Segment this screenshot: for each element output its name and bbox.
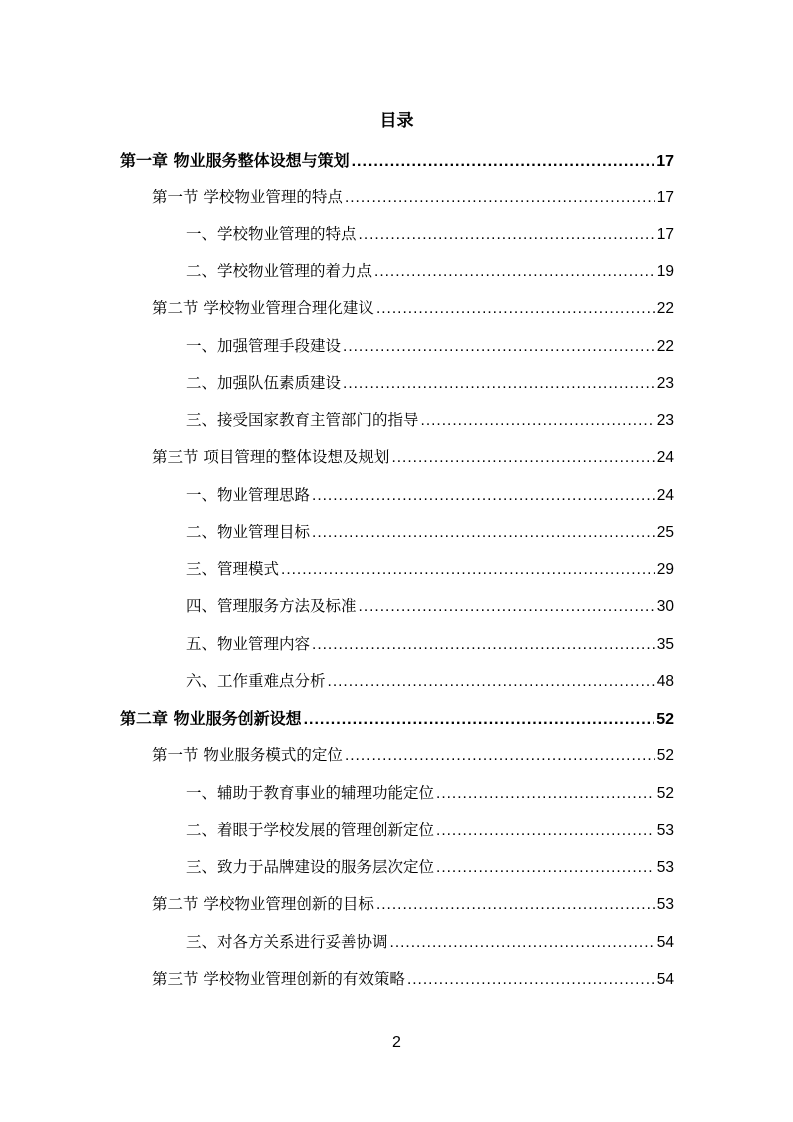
- toc-entry-item[interactable]: [186, 408, 674, 432]
- toc-entry-section[interactable]: [152, 296, 674, 320]
- toc-entry-section[interactable]: [152, 967, 674, 991]
- dot-leader: [359, 598, 655, 616]
- toc-entry-page: 53: [656, 859, 674, 876]
- toc-entry-section[interactable]: [152, 185, 674, 209]
- toc-entry-label: 三、接受国家教育主管部门的指导: [186, 411, 419, 429]
- toc-entry-page: 52: [656, 747, 674, 764]
- toc-entry-label: 第一节 物业服务模式的定位: [152, 746, 343, 764]
- toc-entry-label: 六、工作重难点分析: [186, 672, 326, 690]
- toc-entry-item[interactable]: [186, 669, 674, 693]
- toc-entry-item[interactable]: [186, 781, 674, 805]
- toc-entry-item[interactable]: [186, 632, 674, 656]
- toc-entry-label: 第三节 学校物业管理创新的有效策略: [152, 970, 405, 988]
- dot-leader: [374, 263, 655, 281]
- toc-entry-page: 17: [656, 189, 674, 206]
- toc-entry-label: 三、对各方关系进行妥善协调: [186, 933, 388, 951]
- dot-leader: [436, 785, 655, 803]
- toc-entry-label: 一、辅助于教育事业的辅理功能定位: [186, 784, 435, 802]
- toc-entry-page: 24: [656, 449, 674, 466]
- toc-entry-page: 23: [656, 412, 674, 429]
- toc-entry-label: 第二节 学校物业管理创新的目标: [152, 895, 374, 913]
- dot-leader: [436, 859, 655, 877]
- toc-entry-page: 35: [656, 636, 674, 653]
- dot-leader: [391, 449, 654, 467]
- toc-entry-item[interactable]: [186, 855, 674, 879]
- toc-entry-page: 17: [656, 226, 674, 243]
- toc-entry-label: 第一章 物业服务整体设想与策划: [120, 151, 350, 170]
- toc-entry-label: 四、管理服务方法及标准: [186, 597, 357, 615]
- dot-leader: [376, 300, 655, 318]
- toc-entry-item[interactable]: [186, 557, 674, 581]
- toc-entry-page: 52: [656, 711, 674, 728]
- toc-entry-item[interactable]: [186, 483, 674, 507]
- toc-entry-page: 24: [656, 487, 674, 504]
- toc-entry-label: 二、着眼于学校发展的管理创新定位: [186, 821, 435, 839]
- toc-entry-label: 二、加强队伍素质建设: [186, 374, 342, 392]
- toc-entry-page: 48: [656, 673, 674, 690]
- dot-leader: [343, 375, 655, 393]
- toc-entry-chapter[interactable]: [120, 706, 674, 730]
- toc-entry-page: 29: [656, 561, 674, 578]
- dot-leader: [345, 747, 655, 765]
- dot-leader: [312, 524, 655, 542]
- toc-entry-section[interactable]: [152, 743, 674, 767]
- toc-entry-page: 25: [656, 524, 674, 541]
- toc-entry-item[interactable]: [186, 594, 674, 618]
- toc-entry-page: 19: [656, 263, 674, 280]
- dot-leader: [436, 822, 655, 840]
- toc-entry-label: 三、致力于品牌建设的服务层次定位: [186, 858, 435, 876]
- dot-leader: [345, 189, 655, 207]
- dot-leader: [407, 971, 655, 989]
- dot-leader: [421, 412, 655, 430]
- toc-entry-page: 52: [656, 785, 674, 802]
- dot-leader: [281, 561, 655, 579]
- toc-entry-item[interactable]: [186, 930, 674, 954]
- toc-entry-label: 第二章 物业服务创新设想: [120, 709, 302, 728]
- toc-entry-label: 第三节 项目管理的整体设想及规划: [152, 448, 390, 466]
- toc-entry-item[interactable]: [186, 520, 674, 544]
- dot-leader: [343, 338, 655, 356]
- toc-entry-label: 一、物业管理思路: [186, 486, 311, 504]
- toc-entry-page: 54: [656, 934, 674, 951]
- toc-entry-page: 22: [656, 338, 674, 355]
- dot-leader: [352, 153, 655, 171]
- toc-entry-section[interactable]: [152, 892, 674, 916]
- toc-entry-page: 53: [656, 822, 674, 839]
- toc-entry-page: 30: [656, 598, 674, 615]
- toc-entry-label: 二、物业管理目标: [186, 523, 311, 541]
- toc-entry-page: 53: [656, 896, 674, 913]
- toc-entry-item[interactable]: [186, 259, 674, 283]
- dot-leader: [390, 934, 655, 952]
- toc-entry-page: 54: [656, 971, 674, 988]
- toc-entry-item[interactable]: [186, 222, 674, 246]
- dot-leader: [328, 673, 655, 691]
- dot-leader: [304, 711, 655, 729]
- page-number: 2: [392, 1034, 401, 1051]
- dot-leader: [359, 226, 655, 244]
- toc-entry-label: 一、学校物业管理的特点: [186, 225, 357, 243]
- dot-leader: [312, 487, 655, 505]
- toc-entry-page: 23: [656, 375, 674, 392]
- toc-entry-label: 五、物业管理内容: [186, 635, 311, 653]
- toc-entry-label: 二、学校物业管理的着力点: [186, 262, 373, 280]
- toc-entry-label: 三、管理模式: [186, 560, 280, 578]
- toc-entry-page: 17: [656, 153, 674, 170]
- toc-entry-page: 22: [656, 300, 674, 317]
- toc-entry-item[interactable]: [186, 371, 674, 395]
- toc-entry-label: 第一节 学校物业管理的特点: [152, 188, 343, 206]
- toc-title: 目录: [379, 111, 414, 131]
- dot-leader: [376, 896, 655, 914]
- toc-entry-label: 一、加强管理手段建设: [186, 337, 342, 355]
- toc-entry-section[interactable]: [152, 445, 674, 469]
- toc-entry-chapter[interactable]: [120, 148, 674, 172]
- toc-entry-label: 第二节 学校物业管理合理化建议: [152, 299, 374, 317]
- dot-leader: [312, 636, 655, 654]
- toc-entry-item[interactable]: [186, 818, 674, 842]
- toc-entry-item[interactable]: [186, 334, 674, 358]
